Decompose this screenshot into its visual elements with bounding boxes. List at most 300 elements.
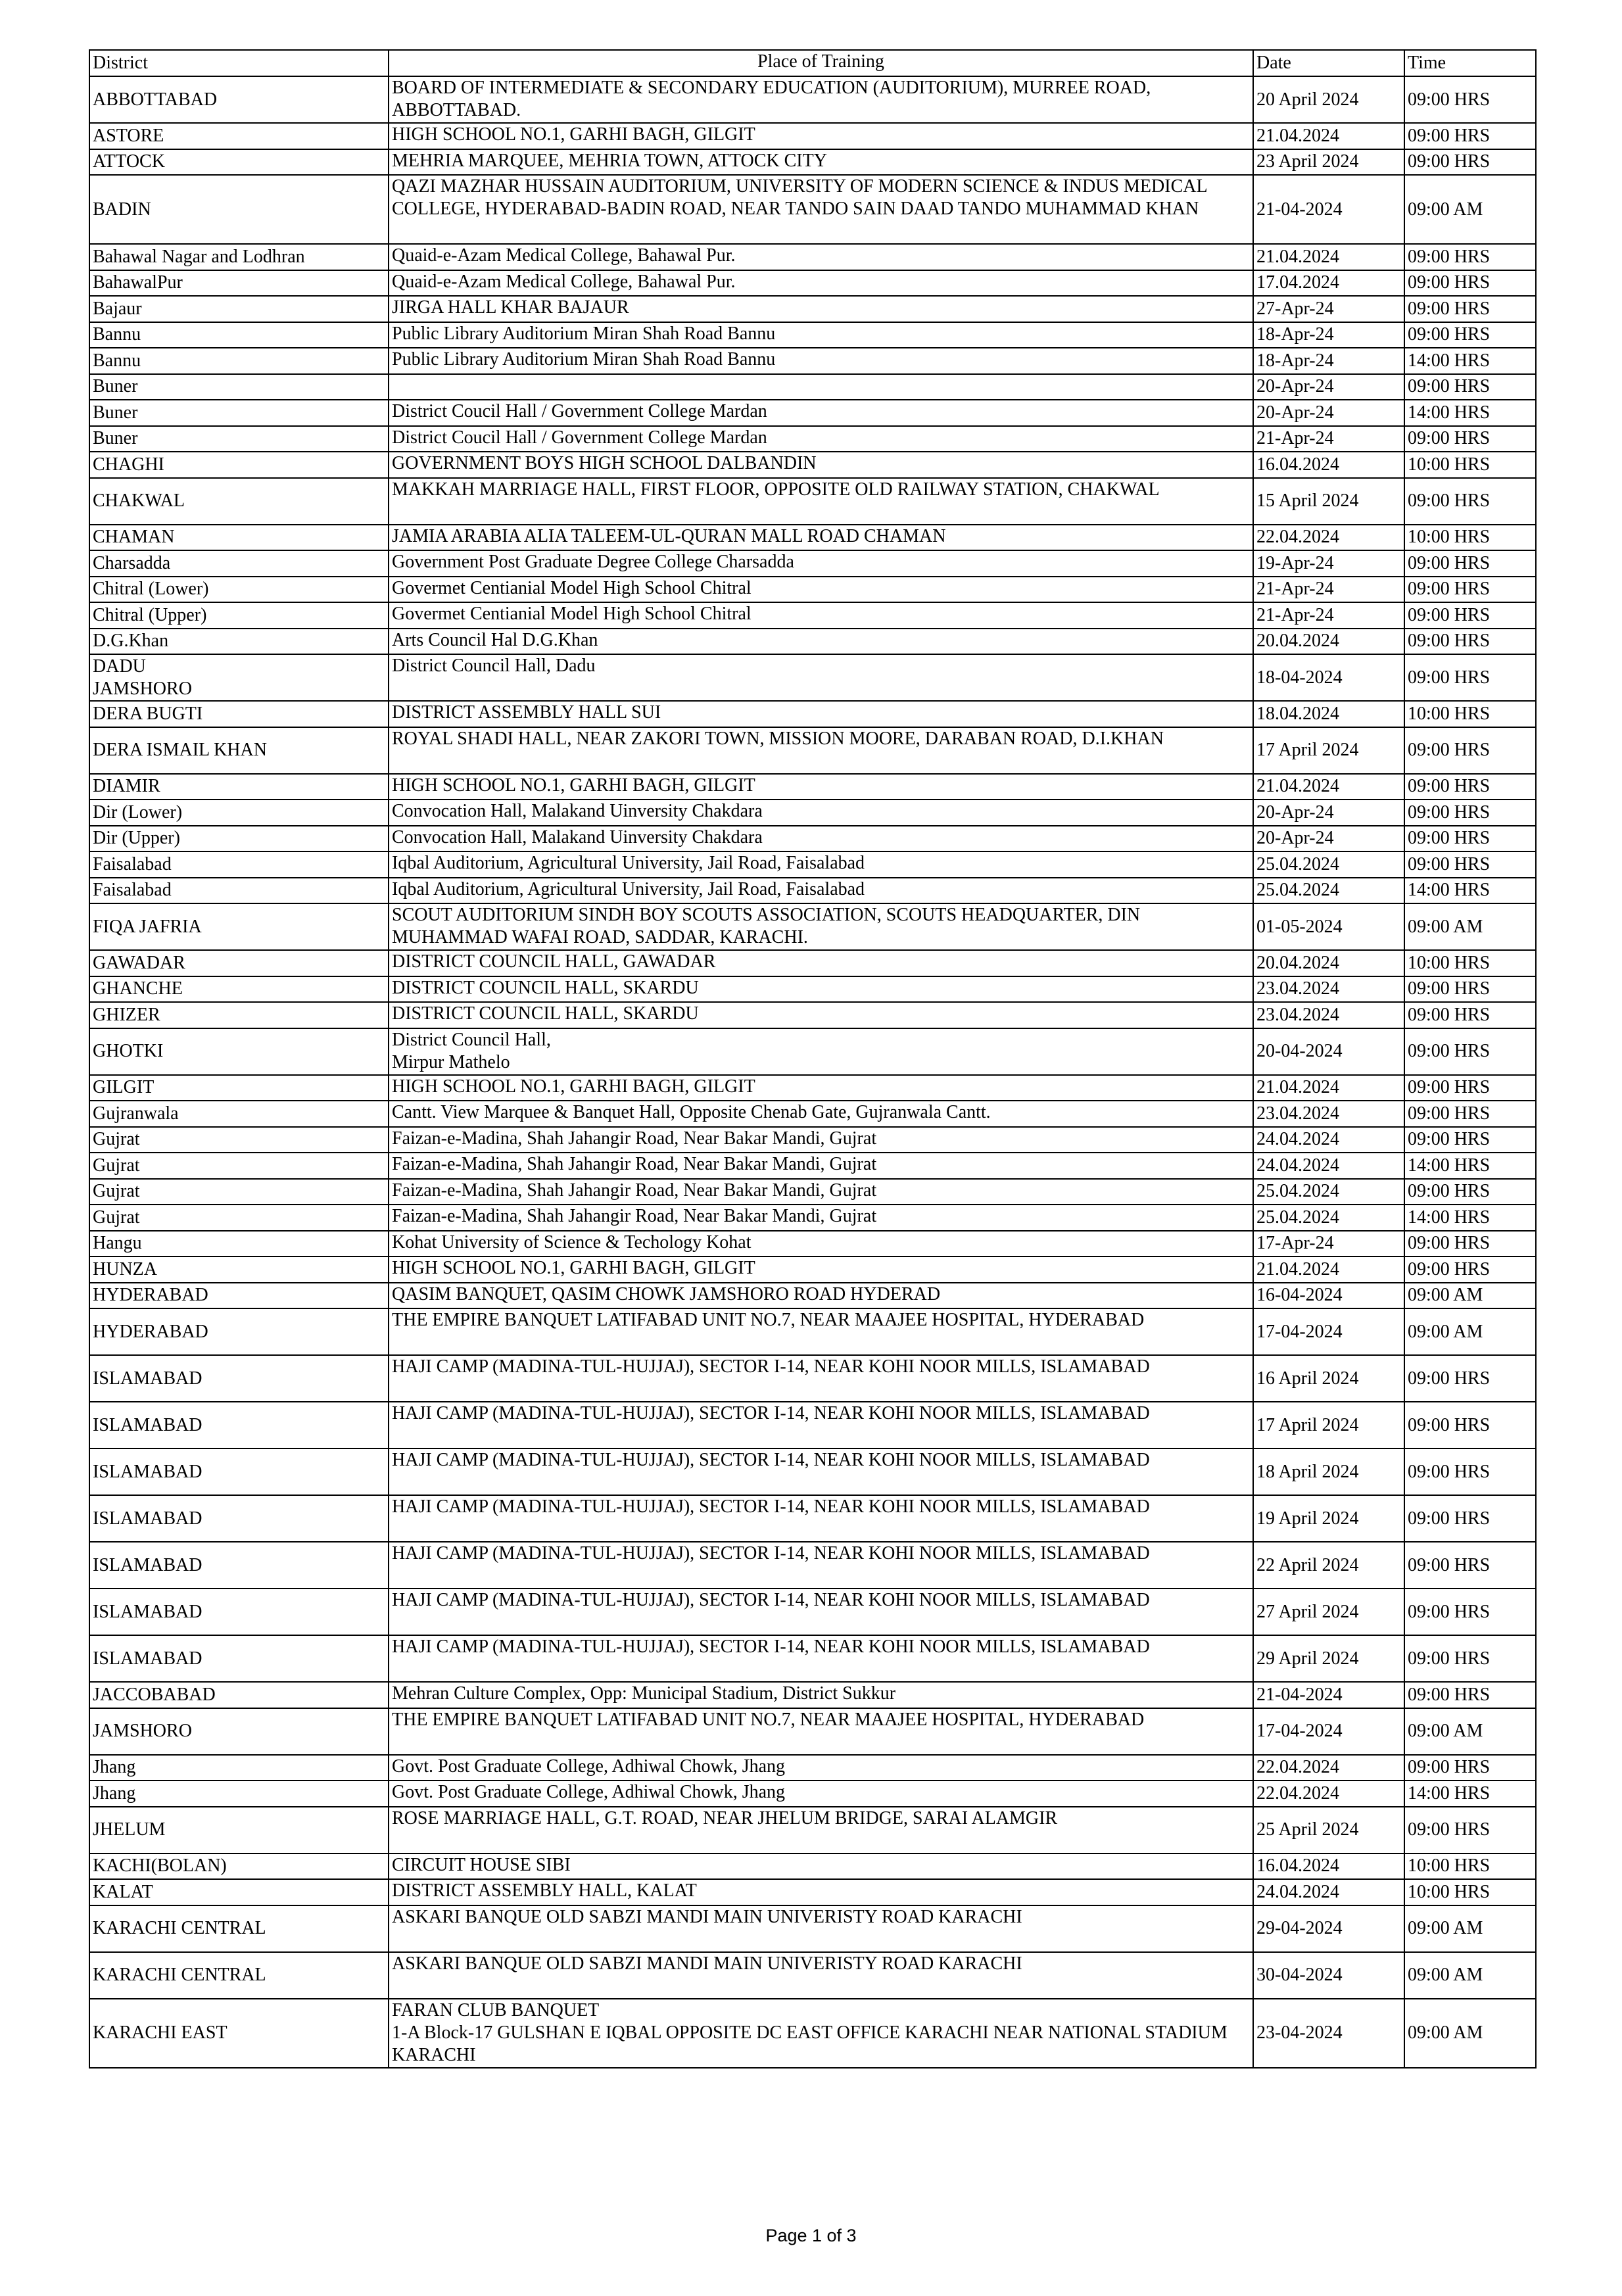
- cell-district: DERA BUGTI: [89, 701, 389, 727]
- cell-place-of-training: CIRCUIT HOUSE SIBI: [389, 1854, 1253, 1880]
- table-row: [89, 1495, 1536, 1542]
- cell-date: 17 April 2024: [1253, 727, 1404, 774]
- cell-district: Dir (Upper): [89, 826, 389, 852]
- table-row: [89, 800, 1536, 826]
- table-row: [89, 1153, 1536, 1179]
- table-row: [89, 602, 1536, 629]
- cell-place-of-training: Quaid-e-Azam Medical College, Bahawal Pur.: [389, 244, 1253, 270]
- header-district: District: [89, 50, 389, 76]
- cell-date: 29 April 2024: [1253, 1635, 1404, 1682]
- cell-district: BADIN: [89, 175, 389, 244]
- cell-date: 17-Apr-24: [1253, 1231, 1404, 1257]
- cell-time: 09:00 AM: [1404, 175, 1536, 244]
- cell-date: 20-Apr-24: [1253, 800, 1404, 826]
- table-row: [89, 1589, 1536, 1635]
- cell-place-of-training: Public Library Auditorium Miran Shah Road Bannu: [389, 322, 1253, 348]
- cell-district: CHAKWAL: [89, 478, 389, 525]
- cell-time: 10:00 HRS: [1404, 950, 1536, 976]
- cell-date: 21.04.2024: [1253, 1075, 1404, 1101]
- cell-date: 25.04.2024: [1253, 1205, 1404, 1231]
- table-row: [89, 1755, 1536, 1781]
- cell-district: Buner: [89, 426, 389, 452]
- cell-time: 09:00 HRS: [1404, 1589, 1536, 1635]
- table-row: [89, 175, 1536, 244]
- cell-date: 18.04.2024: [1253, 701, 1404, 727]
- table-row: [89, 851, 1536, 878]
- table-row: [89, 1101, 1536, 1127]
- cell-time: 09:00 HRS: [1404, 1448, 1536, 1495]
- cell-date: 23 April 2024: [1253, 149, 1404, 176]
- cell-date: 19-Apr-24: [1253, 550, 1404, 577]
- table-row: [89, 452, 1536, 478]
- table-row: [89, 1075, 1536, 1101]
- table-row: [89, 1205, 1536, 1231]
- cell-district: HUNZA: [89, 1256, 389, 1283]
- cell-time: 09:00 HRS: [1404, 602, 1536, 629]
- cell-district: KALAT: [89, 1879, 389, 1905]
- cell-place-of-training: THE EMPIRE BANQUET LATIFABAD UNIT NO.7, NEAR MAAJEE HOSPITAL, HYDERABAD: [389, 1308, 1253, 1355]
- cell-district: ATTOCK: [89, 149, 389, 176]
- cell-district: Jhang: [89, 1781, 389, 1807]
- cell-time: 14:00 HRS: [1404, 1153, 1536, 1179]
- header-date: Date: [1253, 50, 1404, 76]
- cell-date: 27-Apr-24: [1253, 296, 1404, 322]
- table-row: [89, 774, 1536, 800]
- cell-time: 09:00 HRS: [1404, 244, 1536, 270]
- cell-district: GHIZER: [89, 1002, 389, 1028]
- cell-district: KACHI(BOLAN): [89, 1854, 389, 1880]
- header-row: [89, 50, 1536, 76]
- table-row: [89, 1635, 1536, 1682]
- table-row: [89, 270, 1536, 297]
- cell-place-of-training: Convocation Hall, Malakand Uinversity Chakdara: [389, 800, 1253, 826]
- cell-date: 18-Apr-24: [1253, 322, 1404, 348]
- cell-place-of-training: Convocation Hall, Malakand Uinversity Chakdara: [389, 826, 1253, 852]
- table-row: [89, 727, 1536, 774]
- cell-district: Faisalabad: [89, 878, 389, 904]
- cell-district: ISLAMABAD: [89, 1448, 389, 1495]
- cell-date: 16.04.2024: [1253, 452, 1404, 478]
- table-row: [89, 629, 1536, 655]
- cell-date: 22.04.2024: [1253, 1781, 1404, 1807]
- table-row: [89, 1999, 1536, 2068]
- cell-date: 17-04-2024: [1253, 1308, 1404, 1355]
- cell-place-of-training: Quaid-e-Azam Medical College, Bahawal Pur.: [389, 270, 1253, 297]
- cell-district: Jhang: [89, 1755, 389, 1781]
- cell-district: GAWADAR: [89, 950, 389, 976]
- cell-district: Charsadda: [89, 550, 389, 577]
- cell-date: 21-Apr-24: [1253, 577, 1404, 603]
- cell-time: 10:00 HRS: [1404, 525, 1536, 551]
- cell-time: 09:00 AM: [1404, 1999, 1536, 2068]
- cell-date: 30-04-2024: [1253, 1952, 1404, 1999]
- table-row: [89, 577, 1536, 603]
- cell-time: 10:00 HRS: [1404, 1854, 1536, 1880]
- cell-time: 09:00 HRS: [1404, 1179, 1536, 1205]
- cell-place-of-training: Faizan-e-Madina, Shah Jahangir Road, Near Bakar Mandi, Gujrat: [389, 1205, 1253, 1231]
- cell-district: GHOTKI: [89, 1028, 389, 1075]
- cell-district: JACCOBABAD: [89, 1682, 389, 1708]
- cell-date: 01-05-2024: [1253, 903, 1404, 950]
- table-row: [89, 1002, 1536, 1028]
- table-row: [89, 1854, 1536, 1880]
- cell-place-of-training: Govermet Centianial Model High School Chitral: [389, 577, 1253, 603]
- cell-time: 09:00 HRS: [1404, 1402, 1536, 1448]
- cell-place-of-training: DISTRICT COUNCIL HALL, GAWADAR: [389, 950, 1253, 976]
- cell-time: 09:00 HRS: [1404, 149, 1536, 176]
- cell-time: 10:00 HRS: [1404, 1879, 1536, 1905]
- cell-place-of-training: BOARD OF INTERMEDIATE & SECONDARY EDUCATION (AUDITORIUM), MURREE ROAD, ABBOTTABAD.: [389, 76, 1253, 123]
- cell-time: 14:00 HRS: [1404, 400, 1536, 426]
- cell-date: 21.04.2024: [1253, 774, 1404, 800]
- table-row: [89, 1127, 1536, 1153]
- cell-time: 09:00 HRS: [1404, 1635, 1536, 1682]
- cell-district: CHAMAN: [89, 525, 389, 551]
- cell-place-of-training: [389, 374, 1253, 400]
- cell-district: CHAGHI: [89, 452, 389, 478]
- cell-place-of-training: HIGH SCHOOL NO.1, GARHI BAGH, GILGIT: [389, 1075, 1253, 1101]
- cell-time: 09:00 HRS: [1404, 1256, 1536, 1283]
- cell-date: 15 April 2024: [1253, 478, 1404, 525]
- cell-time: 09:00 HRS: [1404, 550, 1536, 577]
- cell-place-of-training: DISTRICT COUNCIL HALL, SKARDU: [389, 976, 1253, 1003]
- cell-date: 22.04.2024: [1253, 525, 1404, 551]
- cell-time: 09:00 HRS: [1404, 296, 1536, 322]
- table-row: [89, 1308, 1536, 1355]
- cell-date: 17-04-2024: [1253, 1708, 1404, 1755]
- cell-district: Buner: [89, 374, 389, 400]
- cell-date: 17.04.2024: [1253, 270, 1404, 297]
- cell-time: 09:00 HRS: [1404, 826, 1536, 852]
- cell-place-of-training: ASKARI BANQUE OLD SABZI MANDI MAIN UNIVERISTY ROAD KARACHI: [389, 1905, 1253, 1952]
- cell-date: 24.04.2024: [1253, 1153, 1404, 1179]
- cell-time: 09:00 HRS: [1404, 774, 1536, 800]
- cell-date: 25.04.2024: [1253, 1179, 1404, 1205]
- cell-district: ISLAMABAD: [89, 1542, 389, 1589]
- page-number: Page 1 of 3: [765, 2226, 857, 2245]
- cell-time: 09:00 HRS: [1404, 629, 1536, 655]
- cell-time: 09:00 HRS: [1404, 426, 1536, 452]
- cell-place-of-training: THE EMPIRE BANQUET LATIFABAD UNIT NO.7, NEAR MAAJEE HOSPITAL, HYDERABAD: [389, 1708, 1253, 1755]
- cell-place-of-training: HIGH SCHOOL NO.1, GARHI BAGH, GILGIT: [389, 1256, 1253, 1283]
- cell-place-of-training: HAJI CAMP (MADINA-TUL-HUJJAJ), SECTOR I-14, NEAR KOHI NOOR MILLS, ISLAMABAD: [389, 1635, 1253, 1682]
- cell-date: 25.04.2024: [1253, 878, 1404, 904]
- cell-date: 21-Apr-24: [1253, 602, 1404, 629]
- cell-date: 21.04.2024: [1253, 244, 1404, 270]
- cell-place-of-training: HIGH SCHOOL NO.1, GARHI BAGH, GILGIT: [389, 774, 1253, 800]
- cell-place-of-training: District Coucil Hall / Government College Mardan: [389, 400, 1253, 426]
- cell-time: 09:00 HRS: [1404, 1682, 1536, 1708]
- cell-time: 09:00 AM: [1404, 903, 1536, 950]
- cell-time: 14:00 HRS: [1404, 1781, 1536, 1807]
- cell-time: 09:00 HRS: [1404, 1355, 1536, 1402]
- cell-district: ISLAMABAD: [89, 1402, 389, 1448]
- table-row: [89, 1448, 1536, 1495]
- table-row: [89, 525, 1536, 551]
- table-row: [89, 903, 1536, 950]
- cell-time: 14:00 HRS: [1404, 348, 1536, 374]
- table-row: [89, 701, 1536, 727]
- cell-place-of-training: HAJI CAMP (MADINA-TUL-HUJJAJ), SECTOR I-14, NEAR KOHI NOOR MILLS, ISLAMABAD: [389, 1402, 1253, 1448]
- cell-place-of-training: DISTRICT ASSEMBLY HALL, KALAT: [389, 1879, 1253, 1905]
- cell-district: Chitral (Lower): [89, 577, 389, 603]
- cell-date: 21-Apr-24: [1253, 426, 1404, 452]
- cell-date: 18-04-2024: [1253, 654, 1404, 701]
- cell-date: 23.04.2024: [1253, 976, 1404, 1003]
- cell-place-of-training: HIGH SCHOOL NO.1, GARHI BAGH, GILGIT: [389, 123, 1253, 149]
- cell-time: 09:00 HRS: [1404, 1028, 1536, 1075]
- cell-date: 25.04.2024: [1253, 851, 1404, 878]
- cell-date: 19 April 2024: [1253, 1495, 1404, 1542]
- table-row: [89, 826, 1536, 852]
- cell-district: KARACHI EAST: [89, 1999, 389, 2068]
- cell-place-of-training: Cantt. View Marquee & Banquet Hall, Opposite Chenab Gate, Gujranwala Cantt.: [389, 1101, 1253, 1127]
- cell-time: 09:00 HRS: [1404, 1807, 1536, 1854]
- cell-district: DADU JAMSHORO: [89, 654, 389, 701]
- cell-district: Chitral (Upper): [89, 602, 389, 629]
- cell-place-of-training: DISTRICT ASSEMBLY HALL SUI: [389, 701, 1253, 727]
- cell-date: 18-Apr-24: [1253, 348, 1404, 374]
- table-row: [89, 426, 1536, 452]
- cell-place-of-training: District Coucil Hall / Government College Mardan: [389, 426, 1253, 452]
- cell-date: 16-04-2024: [1253, 1283, 1404, 1309]
- cell-date: 27 April 2024: [1253, 1589, 1404, 1635]
- cell-place-of-training: Govt. Post Graduate College, Adhiwal Chowk, Jhang: [389, 1755, 1253, 1781]
- table-row: [89, 76, 1536, 123]
- cell-place-of-training: Arts Council Hal D.G.Khan: [389, 629, 1253, 655]
- cell-time: 10:00 HRS: [1404, 701, 1536, 727]
- cell-district: ASTORE: [89, 123, 389, 149]
- cell-place-of-training: Faizan-e-Madina, Shah Jahangir Road, Near Bakar Mandi, Gujrat: [389, 1179, 1253, 1205]
- cell-place-of-training: ROYAL SHADI HALL, NEAR ZAKORI TOWN, MISSION MOORE, DARABAN ROAD, D.I.KHAN: [389, 727, 1253, 774]
- cell-district: Gujrat: [89, 1205, 389, 1231]
- cell-time: 09:00 HRS: [1404, 577, 1536, 603]
- table-row: [89, 1879, 1536, 1905]
- cell-date: 20-Apr-24: [1253, 400, 1404, 426]
- cell-district: ISLAMABAD: [89, 1635, 389, 1682]
- cell-district: BahawalPur: [89, 270, 389, 297]
- cell-time: 10:00 HRS: [1404, 452, 1536, 478]
- cell-district: Gujrat: [89, 1153, 389, 1179]
- cell-district: KARACHI CENTRAL: [89, 1905, 389, 1952]
- cell-time: 09:00 HRS: [1404, 1075, 1536, 1101]
- cell-time: 09:00 HRS: [1404, 76, 1536, 123]
- cell-place-of-training: ASKARI BANQUE OLD SABZI MANDI MAIN UNIVERISTY ROAD KARACHI: [389, 1952, 1253, 1999]
- table-row: [89, 322, 1536, 348]
- cell-time: 09:00 HRS: [1404, 1495, 1536, 1542]
- table-row: [89, 1905, 1536, 1952]
- cell-district: FIQA JAFRIA: [89, 903, 389, 950]
- cell-district: HYDERABAD: [89, 1308, 389, 1355]
- table-row: [89, 1179, 1536, 1205]
- cell-time: 09:00 HRS: [1404, 123, 1536, 149]
- cell-place-of-training: Mehran Culture Complex, Opp: Municipal Stadium, District Sukkur: [389, 1682, 1253, 1708]
- table-row: [89, 654, 1536, 701]
- cell-date: 22 April 2024: [1253, 1542, 1404, 1589]
- cell-time: 09:00 HRS: [1404, 478, 1536, 525]
- cell-place-of-training: ROSE MARRIAGE HALL, G.T. ROAD, NEAR JHELUM BRIDGE, SARAI ALAMGIR: [389, 1807, 1253, 1854]
- cell-date: 20-Apr-24: [1253, 826, 1404, 852]
- cell-place-of-training: FARAN CLUB BANQUET 1-A Block-17 GULSHAN E IQBAL OPPOSITE DC EAST OFFICE KARACHI NEAR NATIONAL STADIUM KARACHI: [389, 1999, 1253, 2068]
- cell-date: 20-Apr-24: [1253, 374, 1404, 400]
- table-row: [89, 550, 1536, 577]
- cell-place-of-training: MEHRIA MARQUEE, MEHRIA TOWN, ATTOCK CITY: [389, 149, 1253, 176]
- cell-date: 23.04.2024: [1253, 1002, 1404, 1028]
- cell-place-of-training: HAJI CAMP (MADINA-TUL-HUJJAJ), SECTOR I-14, NEAR KOHI NOOR MILLS, ISLAMABAD: [389, 1355, 1253, 1402]
- cell-district: JHELUM: [89, 1807, 389, 1854]
- cell-date: 18 April 2024: [1253, 1448, 1404, 1495]
- cell-district: GILGIT: [89, 1075, 389, 1101]
- cell-time: 09:00 HRS: [1404, 322, 1536, 348]
- cell-place-of-training: HAJI CAMP (MADINA-TUL-HUJJAJ), SECTOR I-14, NEAR KOHI NOOR MILLS, ISLAMABAD: [389, 1495, 1253, 1542]
- table-row: [89, 1283, 1536, 1309]
- cell-district: Bajaur: [89, 296, 389, 322]
- table-row: [89, 1256, 1536, 1283]
- cell-district: GHANCHE: [89, 976, 389, 1003]
- cell-time: 09:00 AM: [1404, 1308, 1536, 1355]
- cell-time: 09:00 AM: [1404, 1952, 1536, 1999]
- cell-place-of-training: QAZI MAZHAR HUSSAIN AUDITORIUM, UNIVERSITY OF MODERN SCIENCE & INDUS MEDICAL COLLEGE, HYDERABAD-BADIN ROAD, NEAR TANDO SAIN DAAD TANDO MUHAMMAD KHAN: [389, 175, 1253, 244]
- table-row: [89, 1402, 1536, 1448]
- cell-district: D.G.Khan: [89, 629, 389, 655]
- cell-district: ABBOTTABAD: [89, 76, 389, 123]
- cell-time: 09:00 HRS: [1404, 654, 1536, 701]
- cell-date: 24.04.2024: [1253, 1127, 1404, 1153]
- cell-date: 29-04-2024: [1253, 1905, 1404, 1952]
- table-row: [89, 1231, 1536, 1257]
- cell-place-of-training: Iqbal Auditorium, Agricultural University, Jail Road, Faisalabad: [389, 851, 1253, 878]
- table-row: [89, 1355, 1536, 1402]
- table-row: [89, 1781, 1536, 1807]
- cell-district: HYDERABAD: [89, 1283, 389, 1309]
- cell-time: 09:00 AM: [1404, 1905, 1536, 1952]
- cell-date: 23-04-2024: [1253, 1999, 1404, 2068]
- cell-time: 14:00 HRS: [1404, 1205, 1536, 1231]
- cell-district: ISLAMABAD: [89, 1355, 389, 1402]
- cell-district: Dir (Lower): [89, 800, 389, 826]
- cell-time: 09:00 HRS: [1404, 1127, 1536, 1153]
- cell-time: 09:00 HRS: [1404, 1231, 1536, 1257]
- cell-place-of-training: Government Post Graduate Degree College Charsadda: [389, 550, 1253, 577]
- cell-place-of-training: Kohat University of Science & Techology Kohat: [389, 1231, 1253, 1257]
- cell-date: 22.04.2024: [1253, 1755, 1404, 1781]
- table-row: [89, 244, 1536, 270]
- cell-time: 09:00 HRS: [1404, 727, 1536, 774]
- cell-time: 09:00 HRS: [1404, 976, 1536, 1003]
- cell-date: 16.04.2024: [1253, 1854, 1404, 1880]
- cell-place-of-training: JIRGA HALL KHAR BAJAUR: [389, 296, 1253, 322]
- table-row: [89, 478, 1536, 525]
- cell-district: Buner: [89, 400, 389, 426]
- cell-district: ISLAMABAD: [89, 1589, 389, 1635]
- table-row: [89, 374, 1536, 400]
- cell-date: 16 April 2024: [1253, 1355, 1404, 1402]
- training-schedule-table: [89, 49, 1537, 2069]
- cell-date: 23.04.2024: [1253, 1101, 1404, 1127]
- table-row: [89, 1682, 1536, 1708]
- cell-date: 21-04-2024: [1253, 175, 1404, 244]
- cell-place-of-training: Iqbal Auditorium, Agricultural University, Jail Road, Faisalabad: [389, 878, 1253, 904]
- cell-district: Bannu: [89, 322, 389, 348]
- cell-place-of-training: District Council Hall, Dadu: [389, 654, 1253, 701]
- table-row: [89, 976, 1536, 1003]
- cell-time: 09:00 HRS: [1404, 1002, 1536, 1028]
- cell-district: ISLAMABAD: [89, 1495, 389, 1542]
- cell-district: DERA ISMAIL KHAN: [89, 727, 389, 774]
- cell-place-of-training: HAJI CAMP (MADINA-TUL-HUJJAJ), SECTOR I-14, NEAR KOHI NOOR MILLS, ISLAMABAD: [389, 1542, 1253, 1589]
- cell-place-of-training: MAKKAH MARRIAGE HALL, FIRST FLOOR, OPPOSITE OLD RAILWAY STATION, CHAKWAL: [389, 478, 1253, 525]
- cell-place-of-training: Public Library Auditorium Miran Shah Road Bannu: [389, 348, 1253, 374]
- cell-time: 09:00 HRS: [1404, 1101, 1536, 1127]
- cell-date: 20.04.2024: [1253, 629, 1404, 655]
- cell-date: 20-04-2024: [1253, 1028, 1404, 1075]
- header-place-of-training: Place of Training: [389, 50, 1253, 76]
- cell-district: KARACHI CENTRAL: [89, 1952, 389, 1999]
- cell-time: 09:00 HRS: [1404, 1542, 1536, 1589]
- cell-district: Bahawal Nagar and Lodhran: [89, 244, 389, 270]
- cell-district: Faisalabad: [89, 851, 389, 878]
- cell-date: 25 April 2024: [1253, 1807, 1404, 1854]
- cell-district: Bannu: [89, 348, 389, 374]
- cell-date: 24.04.2024: [1253, 1879, 1404, 1905]
- table-row: [89, 348, 1536, 374]
- cell-district: JAMSHORO: [89, 1708, 389, 1755]
- cell-date: 20 April 2024: [1253, 76, 1404, 123]
- cell-place-of-training: HAJI CAMP (MADINA-TUL-HUJJAJ), SECTOR I-14, NEAR KOHI NOOR MILLS, ISLAMABAD: [389, 1589, 1253, 1635]
- cell-time: 09:00 HRS: [1404, 851, 1536, 878]
- cell-district: Hangu: [89, 1231, 389, 1257]
- cell-date: 21.04.2024: [1253, 123, 1404, 149]
- cell-place-of-training: Faizan-e-Madina, Shah Jahangir Road, Near Bakar Mandi, Gujrat: [389, 1153, 1253, 1179]
- cell-place-of-training: QASIM BANQUET, QASIM CHOWK JAMSHORO ROAD HYDERAD: [389, 1283, 1253, 1309]
- cell-district: Gujranwala: [89, 1101, 389, 1127]
- table-row: [89, 1952, 1536, 1999]
- cell-place-of-training: Faizan-e-Madina, Shah Jahangir Road, Near Bakar Mandi, Gujrat: [389, 1127, 1253, 1153]
- cell-time: 09:00 HRS: [1404, 1755, 1536, 1781]
- cell-date: 21.04.2024: [1253, 1256, 1404, 1283]
- cell-district: Gujrat: [89, 1127, 389, 1153]
- cell-place-of-training: SCOUT AUDITORIUM SINDH BOY SCOUTS ASSOCIATION, SCOUTS HEADQUARTER, DIN MUHAMMAD WAFAI ROAD, SADDAR, KARACHI.: [389, 903, 1253, 950]
- table-body: [89, 76, 1536, 2068]
- cell-date: 20.04.2024: [1253, 950, 1404, 976]
- cell-date: 21-04-2024: [1253, 1682, 1404, 1708]
- cell-place-of-training: DISTRICT COUNCIL HALL, SKARDU: [389, 1002, 1253, 1028]
- cell-place-of-training: Govermet Centianial Model High School Chitral: [389, 602, 1253, 629]
- cell-district: DIAMIR: [89, 774, 389, 800]
- cell-time: 09:00 AM: [1404, 1708, 1536, 1755]
- cell-place-of-training: JAMIA ARABIA ALIA TALEEM-UL-QURAN MALL ROAD CHAMAN: [389, 525, 1253, 551]
- table-row: [89, 1708, 1536, 1755]
- table-row: [89, 1028, 1536, 1075]
- table-row: [89, 296, 1536, 322]
- table-row: [89, 1807, 1536, 1854]
- cell-district: Gujrat: [89, 1179, 389, 1205]
- cell-time: 09:00 AM: [1404, 1283, 1536, 1309]
- cell-place-of-training: Govt. Post Graduate College, Adhiwal Chowk, Jhang: [389, 1781, 1253, 1807]
- table-row: [89, 123, 1536, 149]
- cell-time: 09:00 HRS: [1404, 800, 1536, 826]
- table-row: [89, 878, 1536, 904]
- cell-place-of-training: GOVERNMENT BOYS HIGH SCHOOL DALBANDIN: [389, 452, 1253, 478]
- cell-time: 14:00 HRS: [1404, 878, 1536, 904]
- cell-place-of-training: HAJI CAMP (MADINA-TUL-HUJJAJ), SECTOR I-14, NEAR KOHI NOOR MILLS, ISLAMABAD: [389, 1448, 1253, 1495]
- table-row: [89, 400, 1536, 426]
- cell-date: 17 April 2024: [1253, 1402, 1404, 1448]
- table-row: [89, 950, 1536, 976]
- header-time: Time: [1404, 50, 1536, 76]
- cell-time: 09:00 HRS: [1404, 374, 1536, 400]
- table-row: [89, 1542, 1536, 1589]
